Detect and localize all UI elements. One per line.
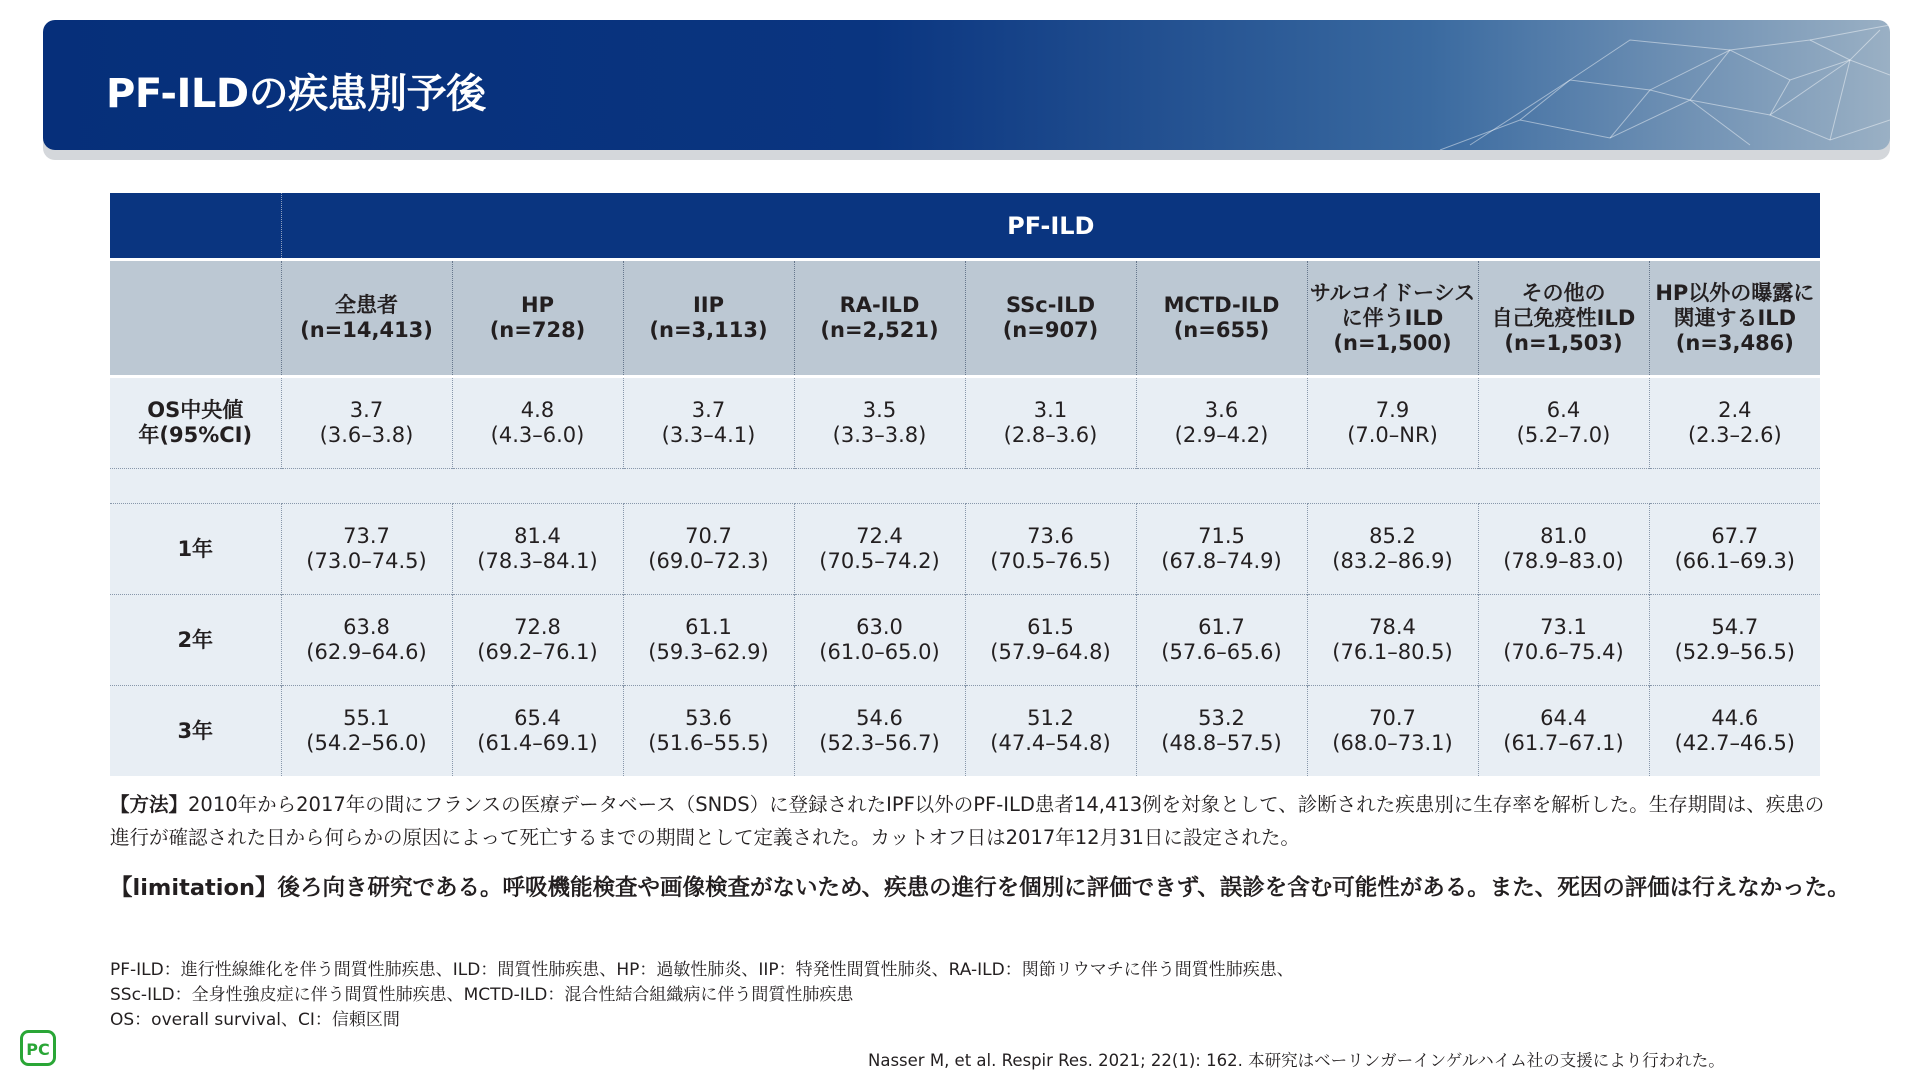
cell-value: 73.6 [1027,524,1074,548]
survival-cell [452,686,623,777]
column-header-line: に伴うILD [1341,305,1444,330]
survival-cell [623,595,794,686]
cell-value: 73.1 [1540,615,1587,639]
cell-value: 7.9 [1375,398,1410,422]
cell-ci: (7.0–NR) [1347,423,1438,447]
cell-value: 3.7 [349,398,384,422]
cell-ci: (70.6–75.4) [1503,640,1624,664]
cell-ci: (68.0–73.1) [1332,731,1453,755]
cell-ci: (51.6–55.5) [648,731,769,755]
column-header-8 [1649,260,1820,377]
stub-cell [110,193,281,260]
cell-ci: (69.0–72.3) [648,549,769,573]
os-cell [1478,377,1649,469]
cell-value: 3.5 [862,398,897,422]
survival-cell [1136,504,1307,595]
survival-cell [794,504,965,595]
column-header-line: (n=907) [1002,318,1099,342]
cell-ci: (69.2–76.1) [477,640,598,664]
column-header-line: (n=14,413) [300,318,433,342]
cell-ci: (3.3–4.1) [661,423,756,447]
survival-cell [623,686,794,777]
cell-value: 78.4 [1369,615,1416,639]
abbreviation-line: SSc-ILD：全身性強皮症に伴う間質性肺疾患、MCTD-ILD：混合性結合組織病に伴う間質性肺疾患 [110,985,854,1005]
cell-value: 67.7 [1711,524,1759,548]
survival-cell [1307,595,1478,686]
column-header-line: その他の [1521,280,1606,305]
column-header-line: MCTD-ILD [1163,293,1280,317]
cell-ci: (70.5–76.5) [990,549,1111,573]
cell-ci: (66.1–69.3) [1674,549,1795,573]
survival-cell [1307,686,1478,777]
os-cell [452,377,623,469]
survival-cell [1649,504,1820,595]
cell-ci: (3.3–3.8) [832,423,927,447]
method-note [110,788,1825,854]
cell-value: 3.1 [1033,398,1068,422]
column-header-line: IIP [692,293,725,317]
survival-cell [623,504,794,595]
cell-value: 72.4 [856,524,903,548]
cell-value: 70.7 [1369,706,1416,730]
svg-text:PC: PC [26,1040,50,1059]
cell-ci: (54.2–56.0) [306,731,427,755]
row-label-year: 3年 [110,686,281,777]
survival-cell [965,595,1136,686]
cell-ci: (2.3–2.6) [1687,423,1782,447]
survival-cell [1649,595,1820,686]
cell-value: 71.5 [1198,524,1245,548]
citation: Nasser M, et al. Respir Res. 2021; 22(1): 162. 本研究はベーリンガーインゲルハイム社の支援により行われた。 [868,1051,1725,1070]
os-median-row [110,377,1820,469]
column-header-1 [452,260,623,377]
column-header-line: (n=3,113) [649,318,768,342]
group-header-pf-ild: PF-ILD [281,193,1820,260]
survival-cell [1307,504,1478,595]
cell-ci: (78.3–84.1) [477,549,598,573]
cell-ci: (57.9–64.8) [990,640,1111,664]
column-header-line: RA-ILD [839,293,920,317]
survival-cell [1649,686,1820,777]
cell-ci: (73.0–74.5) [306,549,427,573]
cell-ci: (4.3–6.0) [490,423,585,447]
row-label-line: 年(95%CI) [138,423,253,447]
cell-ci: (42.7–46.5) [1674,731,1795,755]
cell-ci: (62.9–64.6) [306,640,427,664]
column-header-line: サルコイドーシス [1309,280,1476,305]
cell-value: 61.5 [1027,615,1074,639]
cell-ci: (52.3–56.7) [819,731,940,755]
cell-value: 44.6 [1711,706,1759,730]
column-header-5 [1136,260,1307,377]
survival-cell [452,595,623,686]
spacer-cell [110,469,1820,504]
survival-cell [1136,686,1307,777]
cell-value: 6.4 [1546,398,1581,422]
cell-value: 63.0 [856,615,903,639]
row-label-os [110,377,281,469]
os-cell [794,377,965,469]
cell-ci: (61.0–65.0) [819,640,940,664]
column-header-line: (n=728) [489,318,586,342]
cell-value: 54.7 [1711,615,1759,639]
column-header-line: SSc-ILD [1005,293,1096,317]
column-header-3 [794,260,965,377]
limitation-note: 【limitation】後ろ向き研究である。呼吸機能検査や画像検査がないため、疾患の進行を個別に評価できず、誤診を含む可能性がある。また、死因の評価は行えなかった。 [110,875,1850,901]
cell-value: 73.7 [343,524,390,548]
column-header-4 [965,260,1136,377]
column-header-line: 関連するILD [1673,305,1797,330]
cell-value: 3.7 [691,398,726,422]
abbreviations [110,958,1294,1033]
header-stub-cell [110,260,281,377]
cell-value: 51.2 [1027,706,1074,730]
cell-ci: (70.5–74.2) [819,549,940,573]
cell-value: 54.6 [856,706,903,730]
cell-value: 65.4 [514,706,561,730]
cell-ci: (59.3–62.9) [648,640,769,664]
cell-ci: (2.9–4.2) [1174,423,1269,447]
pc-logo-icon [20,1030,56,1066]
cell-ci: (47.4–54.8) [990,731,1111,755]
cell-value: 70.7 [685,524,732,548]
survival-cell [1478,595,1649,686]
cell-value: 53.6 [685,706,732,730]
spacer-row [110,469,1820,504]
column-header-7 [1478,260,1649,377]
row-label-year: 1年 [110,504,281,595]
cell-ci: (61.7–67.1) [1503,731,1624,755]
cell-value: 53.2 [1198,706,1245,730]
cell-ci: (3.6–3.8) [319,423,414,447]
os-cell [1307,377,1478,469]
cell-value: 81.4 [514,524,561,548]
column-header-0 [281,260,452,377]
os-cell [281,377,452,469]
survival-table [110,193,1820,776]
survival-cell [452,504,623,595]
cell-value: 3.6 [1204,398,1239,422]
cell-ci: (78.9–83.0) [1503,549,1624,573]
survival-cell [965,504,1136,595]
survival-cell [1478,504,1649,595]
cell-value: 2.4 [1718,398,1752,422]
survival-cell [1478,686,1649,777]
cell-value: 4.8 [520,398,555,422]
column-header-line: 自己免疫性ILD [1491,305,1636,330]
column-header-6 [1307,260,1478,377]
cell-value: 64.4 [1540,706,1587,730]
column-header-line: (n=655) [1173,318,1270,342]
method-text: 2010年から2017年の間にフランスの医療データベース（SNDS）に登録されたIPF以外のPF-ILD患者14,413例を対象として、診断された疾患別に生存率を解析した。生存期間は、疾患の進行が確認された日から何らかの原因によって死亡するまでの期間として定義された。カットオフ日は2017年12月31日に設定された。 [110,793,1825,849]
row-label-year: 2年 [110,595,281,686]
cell-value: 61.1 [685,615,732,639]
survival-year-row [110,504,1820,595]
os-cell [1136,377,1307,469]
survival-year-row [110,686,1820,777]
abbreviation-line: PF-ILD：進行性線維化を伴う間質性肺疾患、ILD：間質性肺疾患、HP：過敏性肺炎、IIP：特発性間質性肺炎、RA-ILD：関節リウマチに伴う間質性肺疾患、 [110,960,1294,980]
column-header-line: 全患者 [335,293,398,317]
column-header-line: (n=3,486) [1675,330,1794,355]
column-header-line: (n=2,521) [820,318,939,342]
cell-value: 81.0 [1540,524,1587,548]
row-label-line: OS中央値 [147,398,244,422]
cell-value: 85.2 [1369,524,1416,548]
cell-ci: (52.9–56.5) [1674,640,1795,664]
os-cell [623,377,794,469]
column-header-line: (n=1,503) [1504,330,1623,355]
survival-cell [281,504,452,595]
survival-cell [794,686,965,777]
cell-ci: (2.8–3.6) [1003,423,1098,447]
page-title: PF-ILDの疾患別予後 [106,71,486,117]
column-header-row [110,260,1820,377]
cell-value: 61.7 [1198,615,1245,639]
cell-value: 72.8 [514,615,561,639]
survival-cell [1136,595,1307,686]
os-cell [1649,377,1820,469]
group-header-row [110,193,1820,260]
survival-year-row [110,595,1820,686]
column-header-2 [623,260,794,377]
survival-cell [794,595,965,686]
cell-ci: (57.6–65.6) [1161,640,1282,664]
method-label: 【方法】 [110,793,189,816]
cell-value: 55.1 [343,706,390,730]
column-header-line: (n=1,500) [1333,330,1452,355]
column-header-line: HP以外の曝露に [1655,280,1815,305]
survival-cell [281,595,452,686]
os-cell [965,377,1136,469]
cell-ci: (48.8–57.5) [1161,731,1282,755]
cell-ci: (5.2–7.0) [1516,423,1611,447]
column-header-line: HP [521,293,554,317]
cell-ci: (67.8–74.9) [1161,549,1282,573]
survival-cell [281,686,452,777]
abbreviation-line: OS：overall survival、CI：信頼区間 [110,1010,400,1030]
cell-ci: (83.2–86.9) [1332,549,1453,573]
cell-ci: (76.1–80.5) [1332,640,1453,664]
survival-cell [965,686,1136,777]
network-pattern-icon [1190,20,1890,150]
cell-value: 63.8 [343,615,390,639]
cell-ci: (61.4–69.1) [477,731,598,755]
